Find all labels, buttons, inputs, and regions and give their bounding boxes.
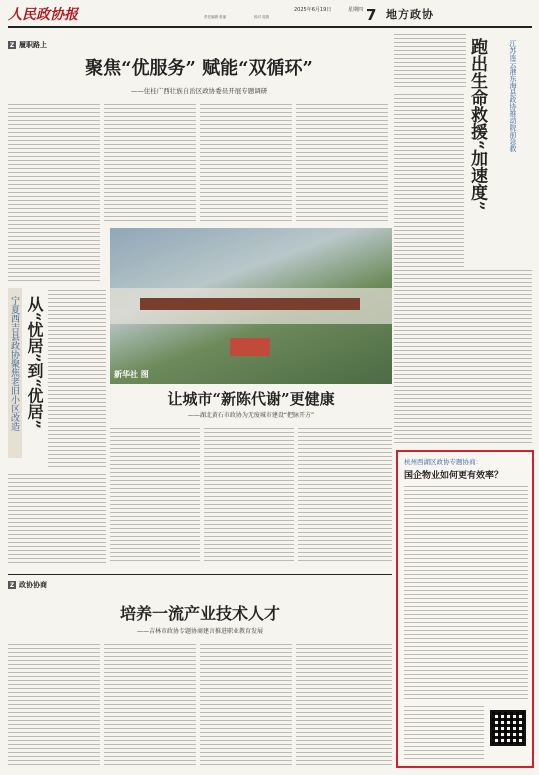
article-4-col-2 xyxy=(104,644,196,768)
editor-line: 责任编辑 张丽 xyxy=(204,15,227,19)
subhead-article-3: ——湖北黄石市政协为无废城市建设“把脉开方” xyxy=(187,412,315,419)
newspaper-logo: 人民政协报 xyxy=(8,7,78,23)
article-1-col-2 xyxy=(104,104,196,224)
headline-article-3: 让城市“新陈代谢”更健康 xyxy=(167,390,335,408)
section-label: 履职路上 xyxy=(19,41,47,49)
subhead-article-1: ——住桂广西壮族自治区政协委员开展专题调研 xyxy=(130,87,268,95)
edition-title: 地方政协 xyxy=(386,8,434,21)
masthead-rule xyxy=(8,26,532,28)
section-box: Z xyxy=(9,41,15,49)
section-2-rule xyxy=(8,574,392,575)
section-bar-1 xyxy=(8,40,47,50)
feature-col-1 xyxy=(48,290,106,470)
photo-caption: 新华社 图 xyxy=(114,370,149,379)
article-4-col-4 xyxy=(296,644,392,768)
section-bar-2 xyxy=(8,580,47,590)
article-1-col-3 xyxy=(200,104,292,224)
article-3-col-1 xyxy=(110,428,200,564)
highlight-kicker: 杭州西湖区政协专题协商： xyxy=(404,458,482,466)
issue-date: 2025年6月19日 xyxy=(294,7,332,13)
article-4-col-3 xyxy=(200,644,292,768)
subhead-article-4: ——吉林市政协专题协商建言推进职业教育发展 xyxy=(136,628,263,635)
news-photo xyxy=(110,228,392,384)
proofreader-line: 校对 周燕 xyxy=(254,15,270,19)
article-3-col-2 xyxy=(204,428,294,564)
highlight-box xyxy=(396,450,534,768)
side-article-col-2 xyxy=(394,270,532,446)
article-1-col-1 xyxy=(8,104,100,284)
feature-title: 从“忧居”到“优居” xyxy=(25,296,44,429)
feature-subtitle: 宁夏西吉县政协聚焦老旧小区改造 xyxy=(9,296,19,431)
side-article-title: 跑出生命救援“加速度” xyxy=(467,38,487,211)
article-4-col-1 xyxy=(8,644,100,768)
headline-article-1: 聚焦“优服务” 赋能“双循环” xyxy=(85,58,313,79)
article-1-col-4 xyxy=(296,104,388,224)
feature-col-2 xyxy=(8,474,106,564)
highlight-footer-text xyxy=(404,706,484,762)
masthead xyxy=(8,6,532,24)
edition-number: 7 xyxy=(366,6,377,24)
side-article-subtitle: 江苏连云港东海县政协推动院前急救 xyxy=(509,40,517,152)
headline-article-4: 培养一流产业技术人才 xyxy=(119,604,280,623)
section-box: Z xyxy=(9,581,15,589)
issue-weekday: 星期四 xyxy=(348,7,364,13)
qr-code-icon xyxy=(490,710,526,746)
article-3-col-3 xyxy=(298,428,392,564)
highlight-title: 国企物业如何更有效率？ xyxy=(404,471,504,481)
highlight-body xyxy=(404,486,528,700)
side-article-intro xyxy=(394,34,466,90)
section-label: 政协协商 xyxy=(19,581,47,589)
